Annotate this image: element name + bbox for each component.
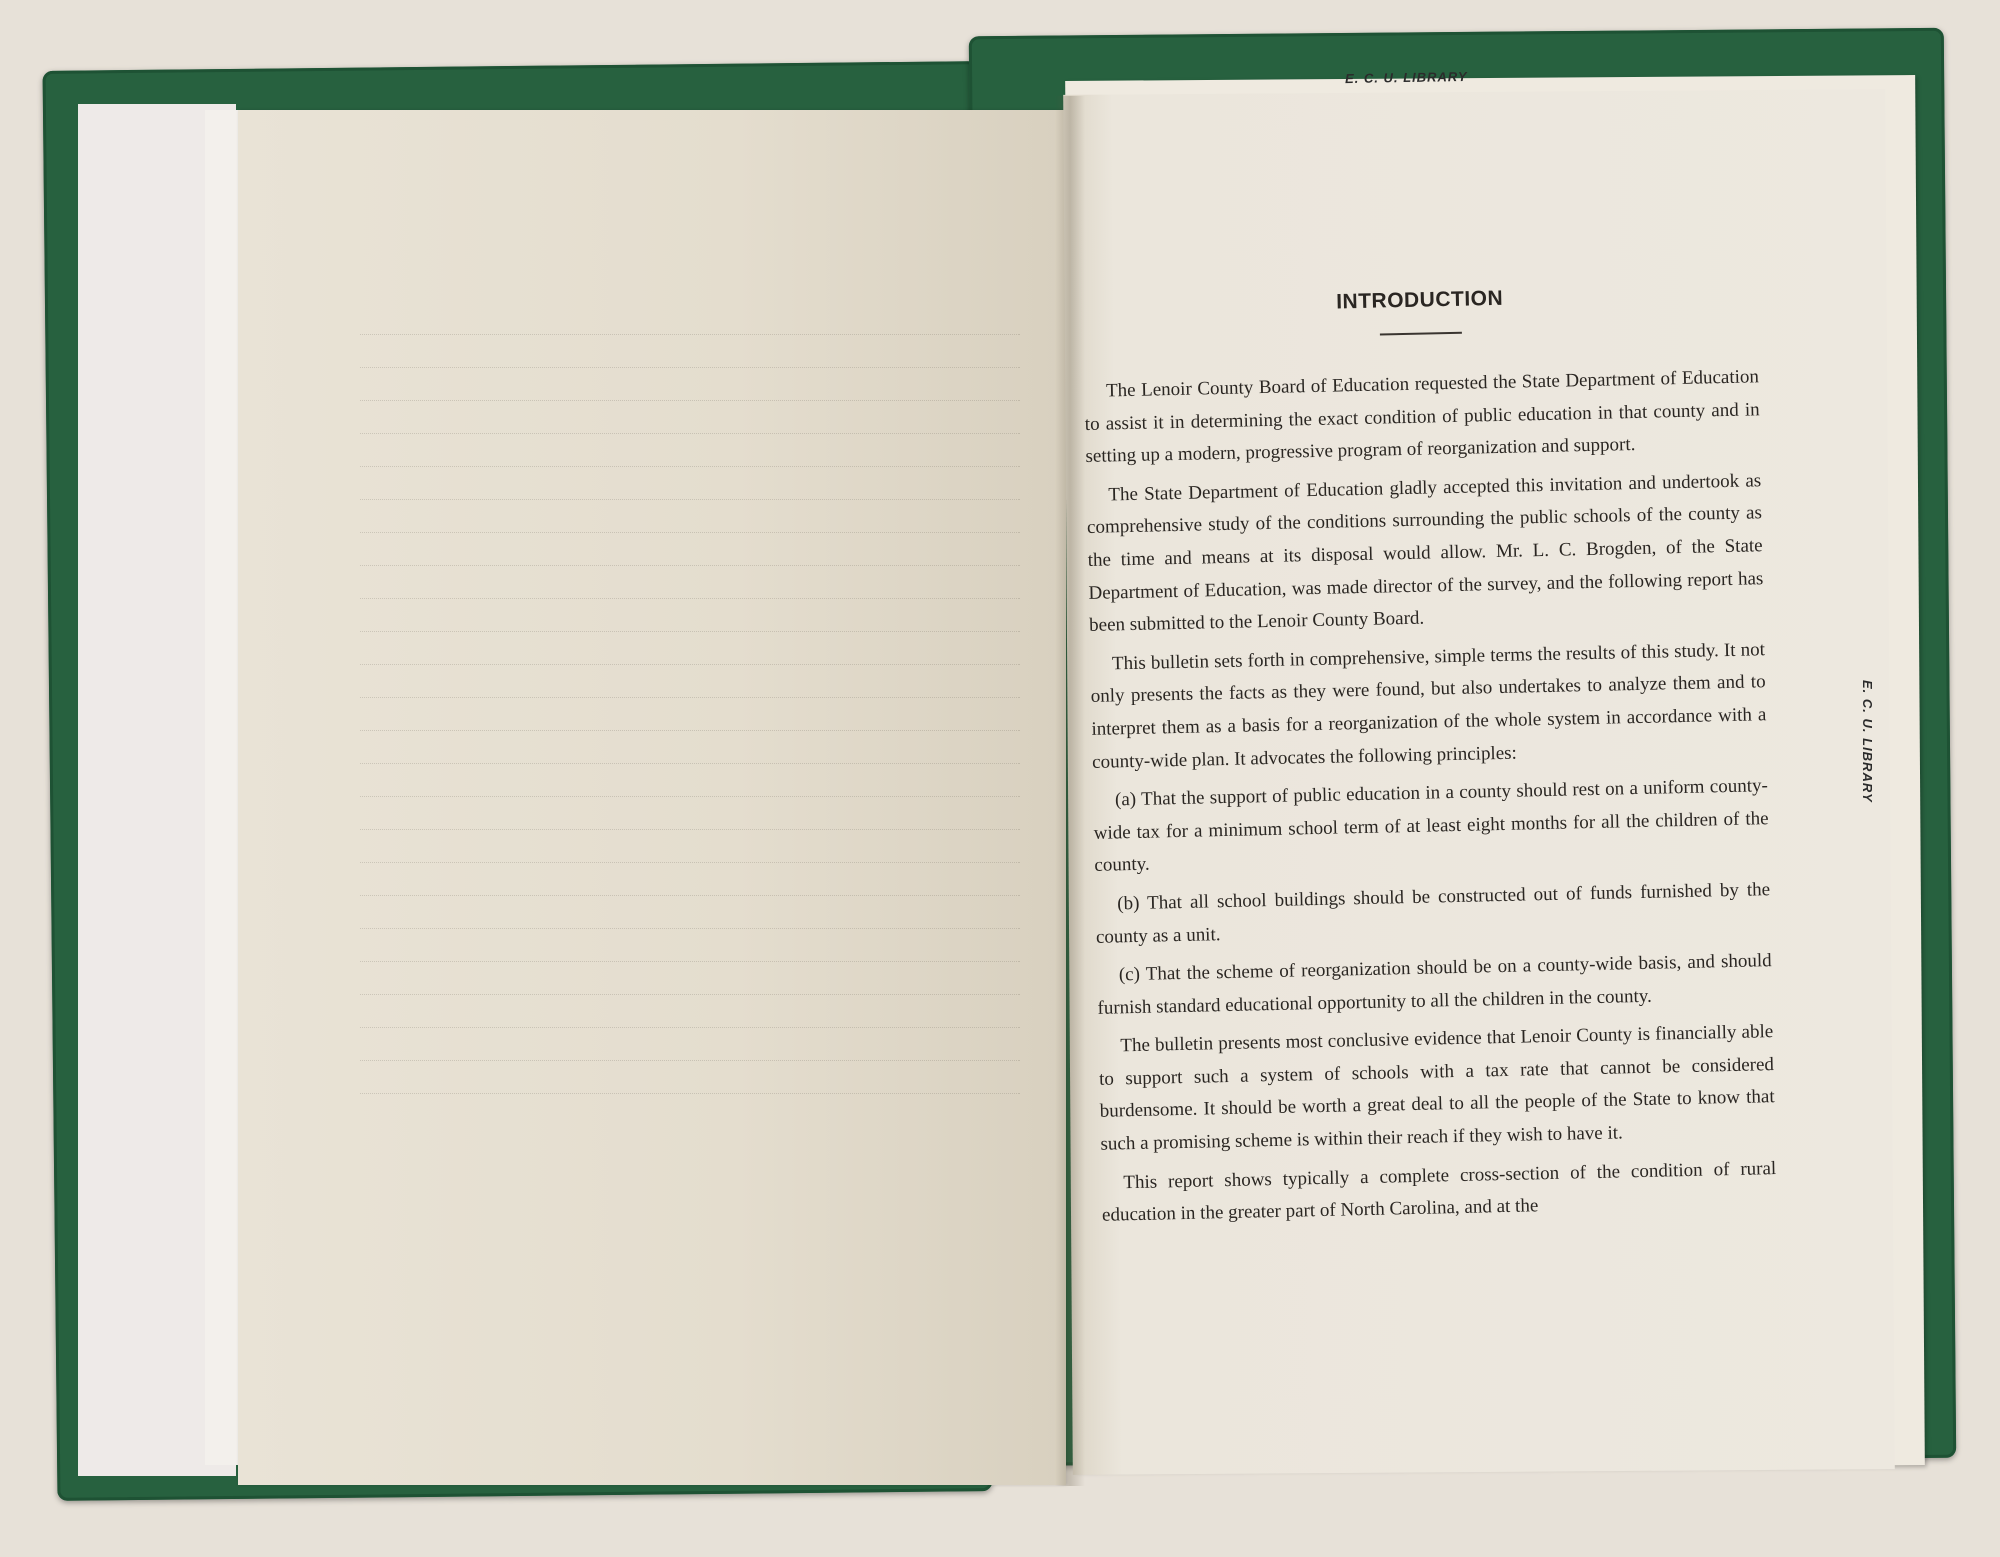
principle-c: (c) That the scheme of reorganization should be on a county-wide basis, and should furnish standard educational opportunity to all the children in the county.: [1097, 950, 1772, 1019]
paragraph-7: The bulletin presents most conclusive evidence that Lenoir County is financially able to support such a system of schools with a tax rate that cannot be considered burdensome. It should be worth a great deal to all the people of the State to know that such a promising scheme is within their reach if they wish to have it.: [1098, 1021, 1775, 1155]
paragraph-3: This bulletin sets forth in comprehensive, simple terms the results of this study. It not only presents the facts as they were found, but also undertakes to analyze them and to interpret them as a basis for a reorganization of the whole system in accordance with a county-wide plan. It advocates the following principles:: [1090, 638, 1767, 773]
page-heading: INTRODUCTION: [1335, 286, 1504, 314]
paragraph-2: The State Department of Education gladly accepted this invitation and undertook as comprehensive study of the conditions surrounding the public schools of the county as the time and means at its disposal would allow. Mr. L. C. Brogden, of the State Department of Education, was made director of the survey, and the following report has been submitted to the Lenoir County Board.: [1086, 470, 1764, 637]
library-stamp-top: E. C. U. LIBRARY: [1344, 68, 1468, 87]
show-through-contents: [360, 238, 1020, 1102]
gutter-shadow: [1055, 96, 1085, 1486]
paragraph-1: The Lenoir County Board of Education requested the State Department of Education to assist it in determining the exact condition of public education in that county and in setting up a modern, progressive program of reorganization and support.: [1084, 366, 1760, 468]
introduction-text-block: [1082, 281, 1777, 1238]
heading-rule: [1379, 332, 1461, 336]
principle-b: (b) That all school buildings should be constructed out of funds furnished by the county as a unit.: [1095, 879, 1771, 948]
principle-a: (a) That the support of public education in a county should rest on a uniform county-wide tax for a minimum school term of at least eight months for all the children of the county.: [1093, 775, 1769, 877]
paragraph-8: This report shows typically a complete cross-section of the condition of rural education in the greater part of North Carolina, and at the: [1101, 1157, 1777, 1227]
library-stamp-fore-edge: E. C. U. LIBRARY: [1860, 680, 1875, 803]
